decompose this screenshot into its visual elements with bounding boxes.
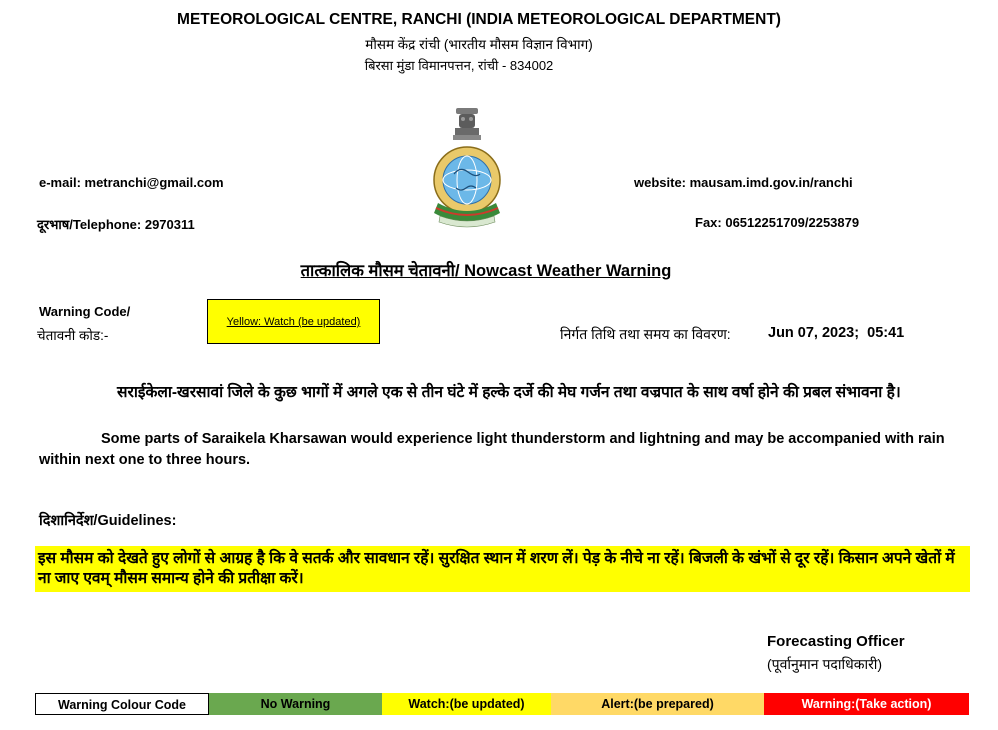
warning-code-label-hi: चेतावनी कोड:- <box>37 328 109 343</box>
email-contact: e-mail: metranchi@gmail.com <box>39 175 224 190</box>
imd-emblem-logo <box>432 108 502 230</box>
legend-cell-colour-code: Warning Colour Code <box>35 693 209 715</box>
guidelines-box <box>35 546 970 592</box>
issue-datetime-value: Jun 07, 2023; 05:41 <box>768 325 905 341</box>
org-title: METEOROLOGICAL CENTRE, RANCHI (INDIA METEOROLOGICAL DEPARTMENT) <box>177 11 781 28</box>
website-contact: website: mausam.imd.gov.in/ranchi <box>634 175 853 190</box>
org-hindi-title: मौसम केंद्र रांची (भारतीय मौसम विज्ञान विभाग) <box>365 37 593 52</box>
warning-code-box <box>207 299 380 344</box>
guidelines-text: इस मौसम को देखते हुए लोगों से आग्रह है कि वे सतर्क और सावधान रहें। सुरक्षित स्थान में शरण लें। पेड़ के नीचे ना रहें। बिजली के खंभों से दूर रहें। किसान अपने खेतों में ना जाए एवम् मौसम समान्य होने की प्रतीक्षा करें। <box>38 550 955 587</box>
warning-text-english: Some parts of Saraikela Kharsawan would experience light thunderstorm and lightning and may be accompanied with rain within next one to three hours. <box>39 431 945 468</box>
legend-cell-alert: Alert:(be prepared) <box>551 693 764 715</box>
warning-colour-legend <box>35 693 969 715</box>
officer-title: Forecasting Officer <box>767 633 905 650</box>
legend-cell-warning: Warning:(Take action) <box>764 693 969 715</box>
warning-code-label-en: Warning Code/ <box>39 304 131 319</box>
legend-cell-watch: Watch:(be updated) <box>382 693 551 715</box>
ashoka-emblem-icon <box>453 108 481 140</box>
document-heading: तात्कालिक मौसम चेतावनी/ Nowcast Weather Warning <box>300 262 672 280</box>
warning-code-value: Yellow: Watch (be updated) <box>226 316 361 328</box>
officer-title-hindi: (पूर्वानुमान पदाधिकारी) <box>767 656 883 672</box>
issue-datetime-label: निर्गत तिथि तथा समय का विवरण: <box>560 326 731 342</box>
telephone-contact: दूरभाष/Telephone: 2970311 <box>37 217 195 232</box>
fax-contact: Fax: 06512251709/2253879 <box>695 215 860 230</box>
legend-cell-no-warning: No Warning <box>209 693 382 715</box>
org-address: बिरसा मुंडा विमानपत्तन, रांची - 834002 <box>364 58 554 73</box>
warning-text-hindi: सराईकेला-खरसावां जिले के कुछ भागों में अगले एक से तीन घंटे में हल्के दर्जे की मेघ गर्जन तथा वज्रपात के साथ वर्षा होने की प्रबल संभावना है। <box>117 384 901 401</box>
guidelines-heading: दिशानिर्देश/Guidelines: <box>39 513 177 529</box>
